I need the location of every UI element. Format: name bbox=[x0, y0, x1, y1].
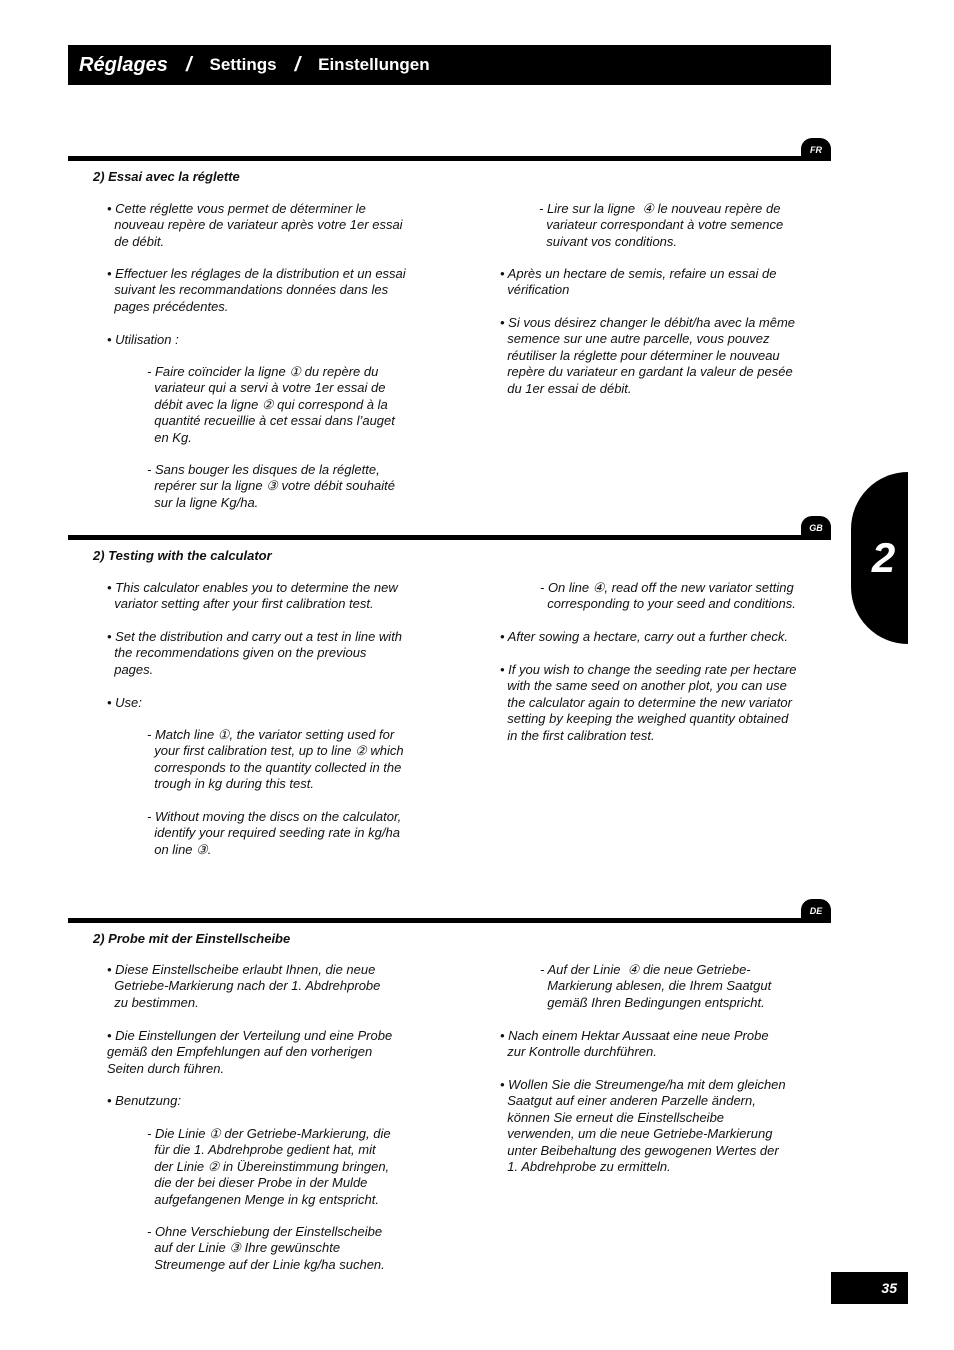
de-bullet-2: • Die Einstellungen der Verteilung und eine Probe gemäß den Empfehlungen auf den vorherigen Seiten durch führen. bbox=[107, 1028, 393, 1076]
de-bullet-4: • Nach einem Hektar Aussaat eine neue Probe zur Kontrolle durchführen. bbox=[500, 1028, 769, 1060]
lang-badge-de: DE bbox=[801, 899, 831, 921]
header-separator-2: / bbox=[294, 53, 301, 76]
section-rule-gb bbox=[68, 535, 831, 540]
chapter-tab bbox=[851, 472, 908, 644]
gb-bullet-5: • If you wish to change the seeding rate per hectare with the same seed on another plot, you can use the calculator again to determine the new variator setting by keeping the weighed quantity obtained in the first calibration test. bbox=[500, 662, 797, 743]
gb-step-1: - Match line ①, the variator setting used for your first calibration test, up to line ② which corresponds to the quantity collected in the trough in kg during this test. bbox=[147, 727, 404, 792]
de-step-3: - Auf der Linie ④ die neue Getriebe- Markierung ablesen, die Ihrem Saatgut gemäß Ihren Bedingungen entspricht. bbox=[540, 962, 772, 1010]
section-rule-fr bbox=[68, 156, 831, 161]
fr-step-1: - Faire coïncider la ligne ① du repère du variateur qui a servi à votre 1er essai de débit avec la ligne ② qui correspond à la quantité recueillie à cet essai dans l’auget en Kg. bbox=[147, 364, 395, 445]
gb-bullet-1: • This calculator enables you to determine the new variator setting after your first calibration test. bbox=[107, 580, 398, 612]
fr-bullet-2: • Effectuer les réglages de la distribution et un essai suivant les recommandations données dans les pages précédentes. bbox=[107, 266, 406, 314]
fr-step-2: - Sans bouger les disques de la réglette, repérer sur la ligne ③ votre débit souhaité sur la ligne Kg/ha. bbox=[147, 462, 395, 510]
section-title-fr: 2) Essai avec la réglette bbox=[93, 169, 240, 184]
header-title-de: Einstellungen bbox=[318, 55, 430, 74]
de-step-2: - Ohne Verschiebung der Einstellscheibe auf der Linie ③ Ihre gewünschte Streumenge auf der Linie kg/ha suchen. bbox=[147, 1224, 385, 1272]
fr-bullet-5: • Si vous désirez changer le débit/ha avec la même semence sur une autre parcelle, vous pouvez réutiliser la réglette pour déterminer le nouveau repère du variateur en gardant la valeur de pesée du 1er essai de débit. bbox=[500, 315, 796, 396]
de-bullet-3: • Benutzung: bbox=[107, 1093, 181, 1108]
fr-bullet-1: • Cette réglette vous permet de déterminer le nouveau repère de variateur après votre 1er essai de débit. bbox=[107, 201, 403, 249]
fr-step-3: - Lire sur la ligne ④ le nouveau repère de variateur correspondant à votre semence suivant vos conditions. bbox=[539, 201, 784, 249]
page-header bbox=[68, 45, 831, 85]
section-title-gb: 2) Testing with the calculator bbox=[93, 548, 272, 563]
chapter-number: 2 bbox=[871, 534, 896, 581]
de-step-1: - Die Linie ① der Getriebe-Markierung, die für die 1. Abdrehprobe gedient hat, mit der Linie ② in Übereinstimmung bringen, die der bei dieser Probe in der Mulde aufgefangenen Menge in kg entspricht. bbox=[147, 1126, 391, 1207]
lang-badge-fr: FR bbox=[801, 138, 831, 160]
section-title-de: 2) Probe mit der Einstellscheibe bbox=[93, 931, 291, 946]
de-bullet-1: • Diese Einstellscheibe erlaubt Ihnen, die neue Getriebe-Markierung nach der 1. Abdrehprobe zu bestimmen. bbox=[107, 962, 381, 1010]
page-number: 35 bbox=[831, 1272, 908, 1304]
de-bullet-5: • Wollen Sie die Streumenge/ha mit dem gleichen Saatgut auf einer anderen Parzelle ändern, können Sie erneut die Einstellscheibe verwenden, um die neue Getriebe-Markierung unter Beibehaltung des gewogenen Wertes der 1. Abdrehprobe zu ermitteln. bbox=[500, 1077, 786, 1175]
header-title-gb: Settings bbox=[209, 55, 277, 74]
header-title-fr: Réglages bbox=[79, 53, 168, 76]
section-rule-de bbox=[68, 918, 831, 923]
gb-bullet-4: • After sowing a hectare, carry out a further check. bbox=[500, 629, 789, 644]
gb-bullet-3: • Use: bbox=[107, 695, 142, 710]
fr-bullet-4: • Après un hectare de semis, refaire un essai de vérification bbox=[500, 266, 777, 298]
gb-step-2: - Without moving the discs on the calculator, identify your required seeding rate in kg/ha on line ③. bbox=[147, 809, 402, 857]
gb-bullet-2: • Set the distribution and carry out a test in line with the recommendations given on the previous pages. bbox=[107, 629, 403, 677]
fr-bullet-3: • Utilisation : bbox=[107, 332, 179, 347]
gb-step-3: - On line ④, read off the new variator setting corresponding to your seed and conditions. bbox=[540, 580, 796, 612]
lang-badge-gb: GB bbox=[801, 516, 831, 538]
header-separator-1: / bbox=[185, 53, 192, 76]
